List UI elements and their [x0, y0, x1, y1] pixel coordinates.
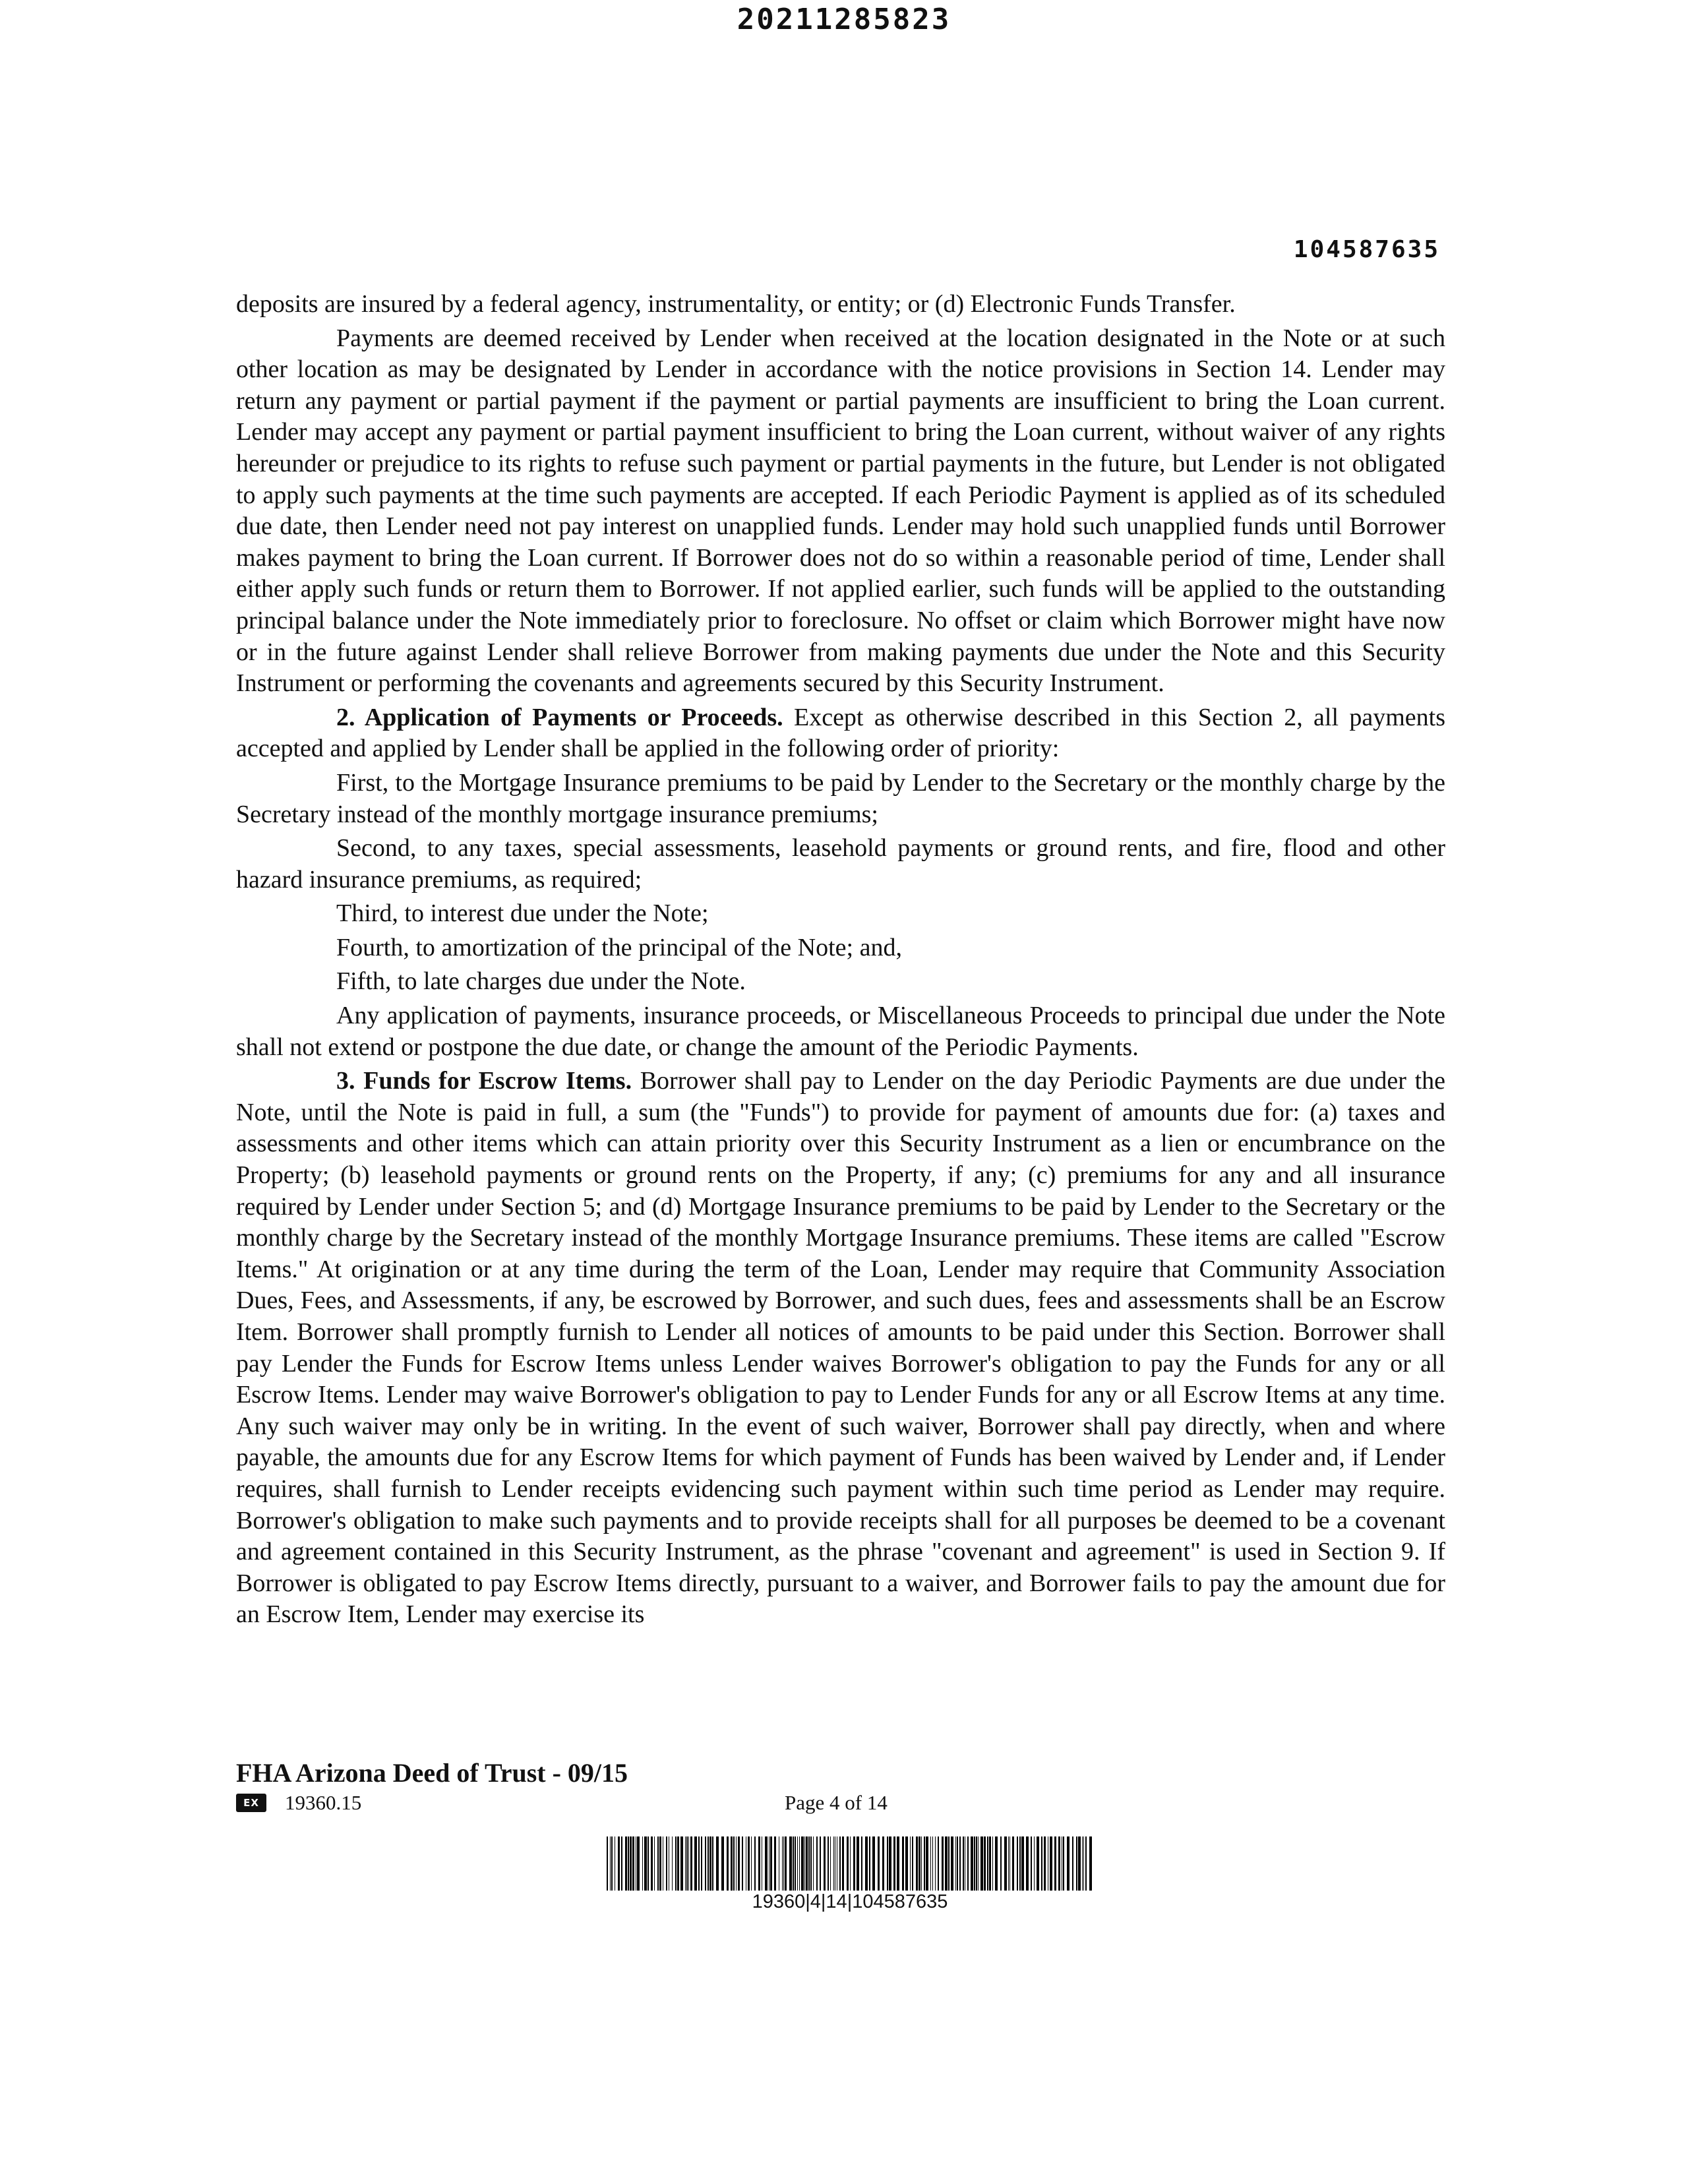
barcode-text: 19360|4|14|104587635: [752, 1891, 948, 1912]
ellie-mae-logo-icon: EX: [236, 1794, 266, 1812]
priority-third: Third, to interest due under the Note;: [336, 899, 709, 928]
form-number: 19360.15: [285, 1791, 362, 1814]
barcode-icon: [607, 1836, 1093, 1891]
section-3-paragraph: [236, 1066, 1445, 1631]
recording-number: 20211285823: [737, 3, 951, 36]
form-number-row: [236, 1791, 361, 1815]
section-2-paragraph: [236, 702, 1445, 765]
section-3-heading: 3. Funds for Escrow Items.: [336, 1067, 632, 1095]
paragraph-any-application: Any application of payments, insurance proceeds, or Miscellaneous Proceeds to principal due under the Note shall not extend or postpone the due date, or change the amount of the Periodic Payments.: [236, 1002, 1445, 1061]
loan-number: 104587635: [1293, 236, 1440, 263]
paragraph-continuation: deposits are insured by a federal agency, instrumentality, or entity; or (d) Electronic Funds Transfer.: [236, 290, 1236, 318]
paragraph-payments-received: Payments are deemed received by Lender when received at the location designated in the Note or at such other location as may be designated by Lender in accordance with the notice provisions in Section 14. Lender may return any payment or partial payment if the payment or partial payments are insufficient to bring the Loan current. Lender may accept any payment or partial payment insufficient to bring the Loan current, without waiver of any rights hereunder or prejudice to its rights to refuse such payment or partial payments in the future, but Lender is not obligated to apply such payments at the time such payments are accepted. If each Periodic Payment is applied as of its scheduled due date, then Lender need not pay interest on unapplied funds. Lender may hold such unapplied funds until Borrower makes payment to bring the Loan current. If Borrower does not do so within a reasonable period of time, Lender shall either apply such funds or return them to Borrower. If not applied earlier, such funds will be applied to the outstanding principal balance under the Note immediately prior to foreclosure. No offset or claim which Borrower might have now or in the future against Lender shall relieve Borrower from making payments due under the Note and this Security Instrument or performing the covenants and agreements secured by this Security Instrument.: [236, 324, 1445, 698]
section-3-text: Borrower shall pay to Lender on the day Periodic Payments are due under the Note, until the Note is paid in full, a sum (the "Funds") to provide for payment of amounts due for: (a) taxes and assessments and other items which can attain priority over this Security Instrument as a lien or encumbrance on the Property; (b) leasehold payments or ground rents on the Property, if any; (c) premiums for any and all insurance required by Lender under Section 5; and (d) Mortgage Insurance premiums to be paid by Lender to the Secretary or the monthly charge by the Secretary instead of the monthly Mortgage Insurance premiums. These items are called "Escrow Items." At origination or at any time during the term of the Loan, Lender may require that Community Association Dues, Fees, and Assessments, if any, be escrowed by Borrower, and such dues, fees and assessments shall be an Escrow Item. Borrower shall promptly furnish to Lender all notices of amounts to be paid under this Section. Borrower shall pay Lender the Funds for Escrow Items unless Lender waives Borrower's obligation to pay the Funds for any or all Escrow Items. Lender may waive Borrower's obligation to pay to Lender Funds for any or all Escrow Items at any time. Any such waiver may only be in writing. In the event of such waiver, Borrower shall pay directly, when and where payable, the amounts due for any Escrow Items for which payment of Funds has been waived by Lender and, if Lender requires, shall furnish to Lender receipts evidencing such payment within such time period as Lender may require. Borrower's obligation to make such payments and to provide receipts shall for all purposes be deemed to be a covenant and agreement contained in this Security Instrument, as the phrase "covenant and agreement" is used in Section 9. If Borrower is obligated to pay Escrow Items directly, pursuant to a waiver, and Borrower fails to pay the amount due for an Escrow Item, Lender may exercise its: [236, 1067, 1445, 1629]
priority-first: First, to the Mortgage Insurance premiums to be paid by Lender to the Secretary or the monthly charge by the Secretary instead of the monthly mortgage insurance premiums;: [236, 768, 1445, 828]
form-title: FHA Arizona Deed of Trust - 09/15: [236, 1758, 628, 1788]
priority-fifth: Fifth, to late charges due under the Note.: [336, 967, 746, 996]
priority-second: Second, to any taxes, special assessments, leasehold payments or ground rents, and fire, flood and other hazard insurance premiums, as required;: [236, 834, 1445, 894]
section-2-heading: 2. Application of Payments or Proceeds.: [336, 703, 783, 731]
priority-fourth: Fourth, to amortization of the principal of the Note; and,: [336, 933, 902, 961]
document-body: [236, 289, 1445, 1633]
page-number: Page 4 of 14: [785, 1791, 888, 1814]
section-2-text: Except as otherwise described in this Section 2, all payments accepted and applied by Lender shall be applied in the following order of priority:: [236, 703, 1446, 763]
